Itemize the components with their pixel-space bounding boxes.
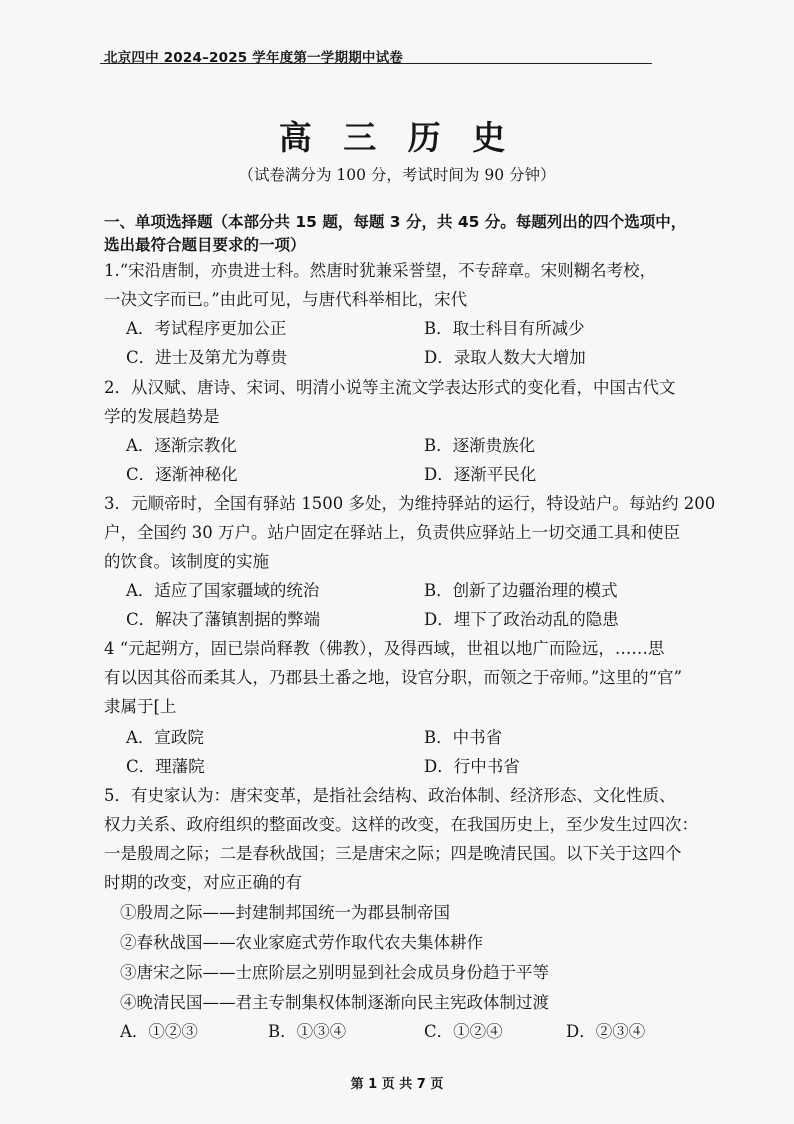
q1-stem-line2: 一决文字而已。”由此可见，与唐代科举相比，宋代 [104,290,468,309]
q5-option-a: A．①②③ [120,1022,198,1041]
header-rule [100,63,652,64]
q2-stem-line1: 2．从汉赋、唐诗、宋词、明清小说等主流文学表达形式的变化看，中国古代文 [104,378,676,397]
exam-header: 北京四中 2024–2025 学年度第一学期期中试卷 [104,50,403,66]
q1-stem-line1: 1.“宋沿唐制，亦贵进士科。然唐时犹兼采誉望，不专辞章。宋则糊名考校， [104,261,657,280]
q1-option-c: C．进士及第尤为尊贵 [126,348,288,367]
q2-option-c: C．逐渐神秘化 [126,465,238,484]
q3-stem-line2: 户，全国约 30 万户。站户固定在驿站上，负责供应驿站上一切交通工具和使臣 [104,523,680,542]
page-footer: 第 1 页 共 7 页 [350,1077,444,1092]
q2-option-b: B．逐渐贵族化 [424,436,536,455]
q4-option-a: A．宣政院 [126,728,204,747]
q3-option-c: C．解决了藩镇割据的弊端 [126,610,321,629]
q1-option-a: A．考试程序更加公正 [126,319,287,338]
q2-option-a: A．逐渐宗教化 [126,436,237,455]
q5-item-3: ③唐宋之际——士庶阶层之别明显到社会成员身份趋于平等 [120,963,549,982]
q2-option-d: D．逐渐平民化 [424,465,537,484]
q5-item-4: ④晚清民国——君主专制集权体制逐渐向民主宪政体制过渡 [120,993,549,1012]
q4-stem-line3: 隶属于[上 [104,697,177,716]
page-title: 高 三 历 史 [278,118,516,157]
q1-option-d: D．录取人数大大增加 [424,348,586,367]
q5-stem-line2: 权力关系、政府组织的整面改变。这样的改变，在我国历史上，至少发生过四次： [104,815,698,834]
q2-stem-line2: 学的发展趋势是 [104,407,220,426]
q1-option-b: B．取士科目有所减少 [424,319,585,338]
q3-option-a: A．适应了国家疆域的统治 [126,581,320,600]
q5-option-c: C．①②④ [424,1022,503,1041]
q3-option-d: D．埋下了政治动乱的隐患 [424,610,619,629]
section-heading-line1: 一、单项选择题（本部分共 15 题，每题 3 分，共 45 分。每题列出的四个选项中， [104,213,687,231]
q5-stem-line3: 一是殷周之际；二是春秋战国；三是唐宋之际；四是晚清民国。以下关于这四个 [104,844,682,863]
q5-item-2: ②春秋战国——农业家庭式劳作取代农夫集体耕作 [120,933,483,952]
q4-option-b: B．中书省 [424,728,503,747]
q3-stem-line1: 3．元顺帝时，全国有驿站 1500 多处，为维持驿站的运行，特设站户。每站约 200 [104,494,716,513]
q5-option-b: B．①③④ [268,1022,347,1041]
q5-option-d: D．②③④ [566,1022,646,1041]
q4-option-c: C．理藩院 [126,757,205,776]
q4-option-d: D．行中书省 [424,757,520,776]
q3-stem-line3: 的饮食。该制度的实施 [104,552,269,571]
q3-option-b: B．创新了边疆治理的模式 [424,581,618,600]
section-heading-line2: 选出最符合题目要求的一项） [104,236,306,254]
q5-stem-line4: 时期的改变，对应正确的有 [104,873,302,892]
q4-stem-line1: 4 “元起朔方，固已崇尚释教（佛教），及得西域，世祖以地广而险远，……思 [104,639,665,658]
q5-stem-line1: 5．有史家认为：唐宋变革，是指社会结构、政治体制、经济形态、文化性质、 [104,786,676,805]
q4-stem-line2: 有以因其俗而柔其人，乃郡县土番之地，设官分职，而领之于帝师。”这里的“官” [104,668,683,687]
q5-item-1: ①殷周之际——封建制邦国统一为郡县制帝国 [120,903,450,922]
page-subtitle: （试卷满分为 100 分，考试时间为 90 分钟） [238,166,556,184]
